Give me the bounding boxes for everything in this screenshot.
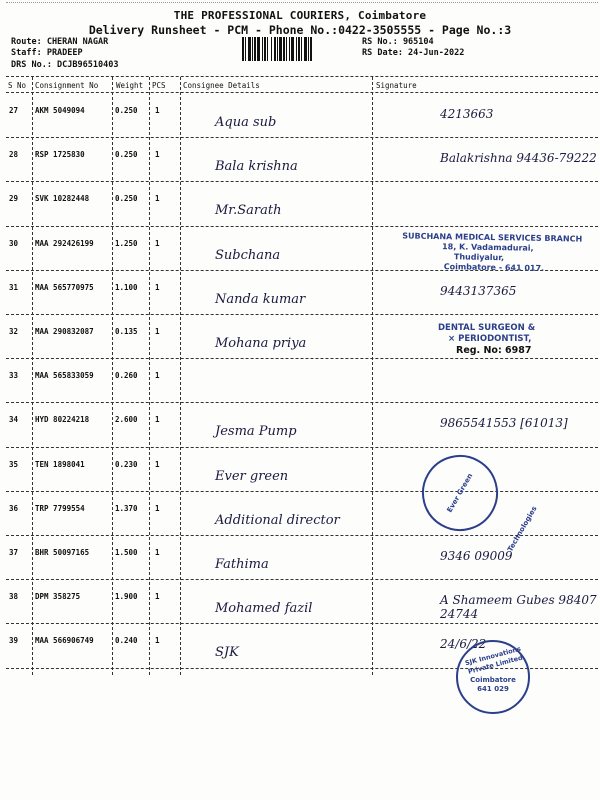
row-consignee-handwriting: Mohamed fazil <box>215 601 313 617</box>
table-header-rule <box>6 92 598 93</box>
row-weight: 2.600 <box>115 415 138 425</box>
row-divider <box>6 181 598 182</box>
row-sno: 33 <box>9 371 19 381</box>
row-pcs: 1 <box>155 194 160 204</box>
row-divider <box>6 358 598 359</box>
row-consignee-handwriting: SJK <box>215 645 239 661</box>
col-signature: Signature <box>376 81 417 90</box>
row-consignment-no: MAA 290832087 <box>35 327 94 336</box>
row-pcs: 1 <box>155 415 160 425</box>
row-weight: 1.500 <box>115 548 138 557</box>
rs-date: RS Date: 24-Jun-2022 <box>362 48 465 58</box>
row-consignment-no: AKM 5049094 <box>35 106 85 115</box>
col-divider <box>149 77 150 675</box>
row-consignee-handwriting: Aqua sub <box>215 115 277 130</box>
dentist-stamp: DENTAL SURGEON & × PERIODONTIST, Reg. No: 6987 <box>438 323 536 356</box>
row-consignee-handwriting: Mr.Sarath <box>215 203 282 219</box>
row-weight: 0.250 <box>115 106 138 115</box>
row-weight: 1.370 <box>115 503 138 513</box>
barcode <box>242 37 354 61</box>
row-consignment-no: MAA 292426199 <box>35 238 94 248</box>
col-divider <box>372 77 373 675</box>
row-weight: 1.100 <box>115 282 138 292</box>
table-top-rule <box>6 76 598 77</box>
row-signature-handwriting: A Shameem Gubes 98407 24744 <box>440 593 597 622</box>
row-sno: 32 <box>9 327 19 336</box>
row-weight: 0.250 <box>115 150 138 160</box>
row-weight: 0.240 <box>115 636 138 646</box>
route-label: Route: CHERAN NAGAR <box>11 37 109 47</box>
row-consignment-no: MAA 566906749 <box>35 636 94 646</box>
row-pcs: 1 <box>155 327 160 336</box>
row-divider <box>6 226 598 227</box>
row-divider <box>6 491 598 492</box>
rs-number: RS No.: 965104 <box>362 37 434 47</box>
row-divider <box>6 447 598 448</box>
row-signature-handwriting: 4213663 <box>440 107 494 121</box>
row-consignee-handwriting: Subchana <box>215 247 281 263</box>
row-signature-handwriting: 24/6/22 <box>440 637 487 652</box>
row-pcs: 1 <box>155 503 160 513</box>
top-perforation <box>6 2 598 7</box>
row-pcs: 1 <box>155 459 160 469</box>
row-consignment-no: BHR 50097165 <box>35 548 90 557</box>
page-title: THE PROFESSIONAL COURIERS, Coimbatore <box>173 9 427 22</box>
row-signature-handwriting: 9865541553 [61013] <box>440 416 568 431</box>
col-divider <box>32 77 33 675</box>
row-consignment-no: RSP 1725830 <box>35 150 85 160</box>
col-divider <box>112 77 113 675</box>
row-pcs: 1 <box>155 106 160 115</box>
row-divider <box>6 623 598 624</box>
row-weight: 1.250 <box>115 238 138 248</box>
row-sno: 37 <box>9 548 19 557</box>
row-signature-handwriting: 9346 09009 <box>440 549 513 563</box>
row-consignment-no: TRP 7799554 <box>35 503 85 513</box>
row-weight: 0.250 <box>115 194 138 204</box>
col-consignee: Consignee Details <box>183 81 260 90</box>
evergreen-stamp: Ever Green Technologies <box>408 441 512 545</box>
row-pcs: 1 <box>155 636 160 646</box>
row-divider <box>6 402 598 403</box>
row-signature-handwriting: 9443137365 <box>440 283 517 298</box>
drs-label: DRS No.: DCJB96510403 <box>11 60 119 70</box>
row-sno: 36 <box>9 503 19 513</box>
row-consignment-no: DPM 358275 <box>35 592 81 602</box>
row-pcs: 1 <box>155 592 160 602</box>
row-sno: 30 <box>9 238 19 248</box>
row-consignee-handwriting: Additional director <box>215 512 340 528</box>
row-pcs: 1 <box>155 371 160 381</box>
row-sno: 29 <box>9 194 19 204</box>
col-sno: S No <box>8 81 27 90</box>
clinic-stamp: SUBCHANA MEDICAL SERVICES BRANCH 18, K. Vadamadurai, Thudiyalur, Coimbatore - 641 017. <box>402 231 583 273</box>
row-sno: 28 <box>9 150 19 160</box>
row-sno: 34 <box>9 415 19 425</box>
row-pcs: 1 <box>155 548 160 557</box>
row-consignee-handwriting: Bala krishna <box>215 159 298 175</box>
col-divider <box>180 77 181 675</box>
row-divider <box>6 137 598 138</box>
col-weight: Weight <box>116 81 144 90</box>
row-divider <box>6 314 598 315</box>
row-consignment-no: MAA 565770975 <box>35 282 94 292</box>
col-pcs: PCS <box>152 81 166 90</box>
row-pcs: 1 <box>155 282 160 292</box>
col-consignment: Consignment No <box>35 81 99 90</box>
row-consignee-handwriting: Ever green <box>215 468 289 484</box>
row-consignee-handwriting: Nanda kumar <box>215 291 306 307</box>
row-weight: 1.900 <box>115 592 138 602</box>
row-pcs: 1 <box>155 150 160 160</box>
sjk-stamp: SJK Innovations Private Limited Coimbatore 641 029 <box>456 640 530 714</box>
row-divider <box>6 579 598 580</box>
row-sno: 38 <box>9 592 19 602</box>
row-sno: 35 <box>9 459 19 469</box>
row-sno: 31 <box>9 282 19 292</box>
staff-label: Staff: PRADEEP <box>11 48 83 58</box>
row-weight: 0.260 <box>115 371 138 381</box>
row-consignee-handwriting: Jesma Pump <box>215 424 297 440</box>
row-consignment-no: MAA 565833059 <box>35 371 94 381</box>
row-consignee-handwriting: Fathima <box>215 557 269 572</box>
row-sno: 39 <box>9 636 19 646</box>
page-subtitle: Delivery Runsheet - PCM - Phone No.:0422-3505555 - Page No.:3 <box>88 23 512 37</box>
row-consignee-handwriting: Mohana priya <box>215 336 307 351</box>
row-signature-handwriting: Balakrishna 94436-79222 <box>440 151 597 166</box>
row-weight: 0.230 <box>115 459 138 469</box>
row-weight: 0.135 <box>115 327 138 336</box>
row-consignment-no: SVK 10282448 <box>35 194 90 204</box>
row-pcs: 1 <box>155 238 160 248</box>
row-consignment-no: HYD 80224218 <box>35 415 90 425</box>
row-sno: 27 <box>9 106 19 115</box>
barcode-bar <box>310 37 312 61</box>
row-consignment-no: TEN 1898041 <box>35 459 85 469</box>
